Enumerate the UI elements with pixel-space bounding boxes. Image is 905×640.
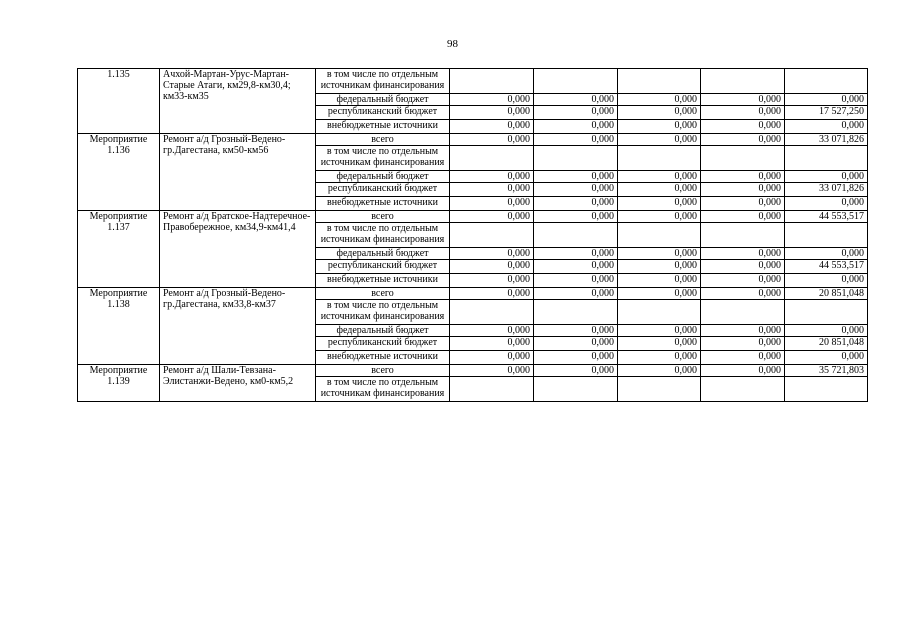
value-cell: 0,000 bbox=[701, 211, 785, 223]
value-cell: 44 553,517 bbox=[785, 211, 868, 223]
value-cell: 0,000 bbox=[450, 260, 534, 274]
measure-id: Мероприятие 1.137 bbox=[78, 211, 160, 288]
value-cell: 0,000 bbox=[534, 325, 618, 337]
value-cell: 0,000 bbox=[701, 134, 785, 146]
funding-source: всего bbox=[316, 211, 450, 223]
funding-source: в том числе по отдельным источникам финансирования bbox=[316, 223, 450, 248]
funding-source: в том числе по отдельным источникам финансирования bbox=[316, 377, 450, 402]
value-cell: 0,000 bbox=[701, 365, 785, 377]
value-cell: 0,000 bbox=[534, 274, 618, 288]
funding-source: внебюджетные источники bbox=[316, 120, 450, 134]
value-cell: 0,000 bbox=[618, 274, 701, 288]
value-cell: 0,000 bbox=[450, 171, 534, 183]
funding-source: республиканский бюджет bbox=[316, 260, 450, 274]
value-cell: 0,000 bbox=[534, 120, 618, 134]
value-cell: 0,000 bbox=[785, 197, 868, 211]
value-cell bbox=[534, 223, 618, 248]
value-cell bbox=[618, 223, 701, 248]
funding-table bbox=[77, 68, 868, 402]
funding-source: федеральный бюджет bbox=[316, 325, 450, 337]
value-cell: 0,000 bbox=[450, 274, 534, 288]
value-cell bbox=[618, 377, 701, 402]
value-cell: 0,000 bbox=[450, 197, 534, 211]
value-cell bbox=[701, 300, 785, 325]
value-cell: 0,000 bbox=[534, 351, 618, 365]
value-cell: 33 071,826 bbox=[785, 134, 868, 146]
value-cell: 0,000 bbox=[534, 106, 618, 120]
value-cell bbox=[785, 300, 868, 325]
measure-name: Ремонт а/д Шали-Тевзана-Элистанжи-Ведено, км0-км5,2 bbox=[160, 365, 316, 402]
value-cell: 0,000 bbox=[450, 337, 534, 351]
value-cell: 0,000 bbox=[618, 337, 701, 351]
value-cell: 33 071,826 bbox=[785, 183, 868, 197]
value-cell bbox=[701, 146, 785, 171]
value-cell: 0,000 bbox=[618, 171, 701, 183]
value-cell bbox=[534, 146, 618, 171]
funding-source: в том числе по отдельным источникам финансирования bbox=[316, 146, 450, 171]
value-cell bbox=[450, 69, 534, 94]
funding-source: внебюджетные источники bbox=[316, 274, 450, 288]
funding-source: всего bbox=[316, 288, 450, 300]
value-cell: 0,000 bbox=[701, 337, 785, 351]
table-row bbox=[78, 288, 868, 300]
table-row bbox=[78, 211, 868, 223]
value-cell: 0,000 bbox=[618, 260, 701, 274]
value-cell bbox=[450, 223, 534, 248]
value-cell bbox=[785, 69, 868, 94]
funding-source: внебюджетные источники bbox=[316, 351, 450, 365]
value-cell: 35 721,803 bbox=[785, 365, 868, 377]
value-cell: 0,000 bbox=[450, 325, 534, 337]
value-cell bbox=[534, 300, 618, 325]
value-cell bbox=[701, 377, 785, 402]
measure-name: Ремонт а/д Грозный-Ведено-гр.Дагестана, км33,8-км37 bbox=[160, 288, 316, 365]
value-cell bbox=[785, 377, 868, 402]
value-cell bbox=[450, 300, 534, 325]
value-cell: 0,000 bbox=[701, 183, 785, 197]
value-cell: 0,000 bbox=[534, 248, 618, 260]
measure-id: Мероприятие 1.139 bbox=[78, 365, 160, 402]
value-cell bbox=[618, 146, 701, 171]
value-cell bbox=[701, 69, 785, 94]
value-cell: 0,000 bbox=[618, 365, 701, 377]
value-cell: 0,000 bbox=[785, 248, 868, 260]
value-cell: 0,000 bbox=[450, 120, 534, 134]
value-cell: 0,000 bbox=[701, 351, 785, 365]
value-cell bbox=[450, 146, 534, 171]
value-cell: 0,000 bbox=[450, 94, 534, 106]
value-cell bbox=[618, 69, 701, 94]
measure-name: Ачхой-Мартан-Урус-Мартан-Старые Атаги, км29,8-км30,4; км33-км35 bbox=[160, 69, 316, 134]
page-number: 98 bbox=[447, 38, 458, 50]
measure-id: Мероприятие 1.138 bbox=[78, 288, 160, 365]
value-cell: 0,000 bbox=[534, 94, 618, 106]
value-cell: 17 527,250 bbox=[785, 106, 868, 120]
value-cell: 0,000 bbox=[450, 134, 534, 146]
value-cell: 0,000 bbox=[701, 197, 785, 211]
value-cell bbox=[785, 223, 868, 248]
value-cell: 0,000 bbox=[785, 94, 868, 106]
table-row bbox=[78, 134, 868, 146]
value-cell: 0,000 bbox=[618, 351, 701, 365]
funding-source: республиканский бюджет bbox=[316, 337, 450, 351]
value-cell: 0,000 bbox=[618, 183, 701, 197]
value-cell: 0,000 bbox=[701, 325, 785, 337]
value-cell: 0,000 bbox=[534, 183, 618, 197]
value-cell: 0,000 bbox=[450, 248, 534, 260]
value-cell bbox=[785, 146, 868, 171]
value-cell: 0,000 bbox=[785, 171, 868, 183]
value-cell: 0,000 bbox=[450, 351, 534, 365]
value-cell: 0,000 bbox=[618, 94, 701, 106]
funding-source: республиканский бюджет bbox=[316, 106, 450, 120]
funding-source: в том числе по отдельным источникам финансирования bbox=[316, 300, 450, 325]
value-cell: 0,000 bbox=[701, 106, 785, 120]
measure-name: Ремонт а/д Братское-Надтеречное-Правобережное, км34,9-км41,4 bbox=[160, 211, 316, 288]
funding-source: федеральный бюджет bbox=[316, 94, 450, 106]
value-cell: 0,000 bbox=[701, 120, 785, 134]
value-cell: 0,000 bbox=[618, 288, 701, 300]
value-cell: 0,000 bbox=[450, 106, 534, 120]
value-cell: 0,000 bbox=[701, 288, 785, 300]
measure-name: Ремонт а/д Грозный-Ведено-гр.Дагестана, км50-км56 bbox=[160, 134, 316, 211]
value-cell: 0,000 bbox=[701, 248, 785, 260]
value-cell: 0,000 bbox=[701, 260, 785, 274]
value-cell: 0,000 bbox=[785, 325, 868, 337]
value-cell: 0,000 bbox=[534, 197, 618, 211]
table-row bbox=[78, 365, 868, 377]
value-cell: 0,000 bbox=[534, 171, 618, 183]
value-cell: 0,000 bbox=[534, 134, 618, 146]
value-cell: 0,000 bbox=[701, 274, 785, 288]
value-cell: 0,000 bbox=[618, 211, 701, 223]
value-cell: 0,000 bbox=[618, 134, 701, 146]
value-cell bbox=[701, 223, 785, 248]
value-cell bbox=[534, 377, 618, 402]
measure-id: 1.135 bbox=[78, 69, 160, 134]
value-cell: 0,000 bbox=[701, 171, 785, 183]
value-cell: 0,000 bbox=[618, 325, 701, 337]
value-cell: 0,000 bbox=[618, 120, 701, 134]
funding-source: республиканский бюджет bbox=[316, 183, 450, 197]
value-cell: 0,000 bbox=[450, 365, 534, 377]
value-cell bbox=[534, 69, 618, 94]
value-cell: 0,000 bbox=[785, 351, 868, 365]
value-cell: 0,000 bbox=[785, 274, 868, 288]
funding-source: внебюджетные источники bbox=[316, 197, 450, 211]
value-cell bbox=[618, 300, 701, 325]
value-cell: 0,000 bbox=[534, 365, 618, 377]
value-cell: 0,000 bbox=[534, 260, 618, 274]
value-cell bbox=[450, 377, 534, 402]
value-cell: 0,000 bbox=[618, 106, 701, 120]
funding-source: всего bbox=[316, 134, 450, 146]
funding-source: федеральный бюджет bbox=[316, 248, 450, 260]
value-cell: 0,000 bbox=[450, 183, 534, 197]
value-cell: 0,000 bbox=[534, 337, 618, 351]
value-cell: 0,000 bbox=[450, 288, 534, 300]
value-cell: 44 553,517 bbox=[785, 260, 868, 274]
value-cell: 0,000 bbox=[701, 94, 785, 106]
value-cell: 0,000 bbox=[618, 248, 701, 260]
funding-source: федеральный бюджет bbox=[316, 171, 450, 183]
value-cell: 0,000 bbox=[534, 211, 618, 223]
value-cell: 20 851,048 bbox=[785, 337, 868, 351]
value-cell: 0,000 bbox=[785, 120, 868, 134]
value-cell: 0,000 bbox=[534, 288, 618, 300]
funding-source: в том числе по отдельным источникам финансирования bbox=[316, 69, 450, 94]
value-cell: 0,000 bbox=[618, 197, 701, 211]
table-row bbox=[78, 69, 868, 94]
measure-id: Мероприятие 1.136 bbox=[78, 134, 160, 211]
value-cell: 0,000 bbox=[450, 211, 534, 223]
funding-source: всего bbox=[316, 365, 450, 377]
value-cell: 20 851,048 bbox=[785, 288, 868, 300]
